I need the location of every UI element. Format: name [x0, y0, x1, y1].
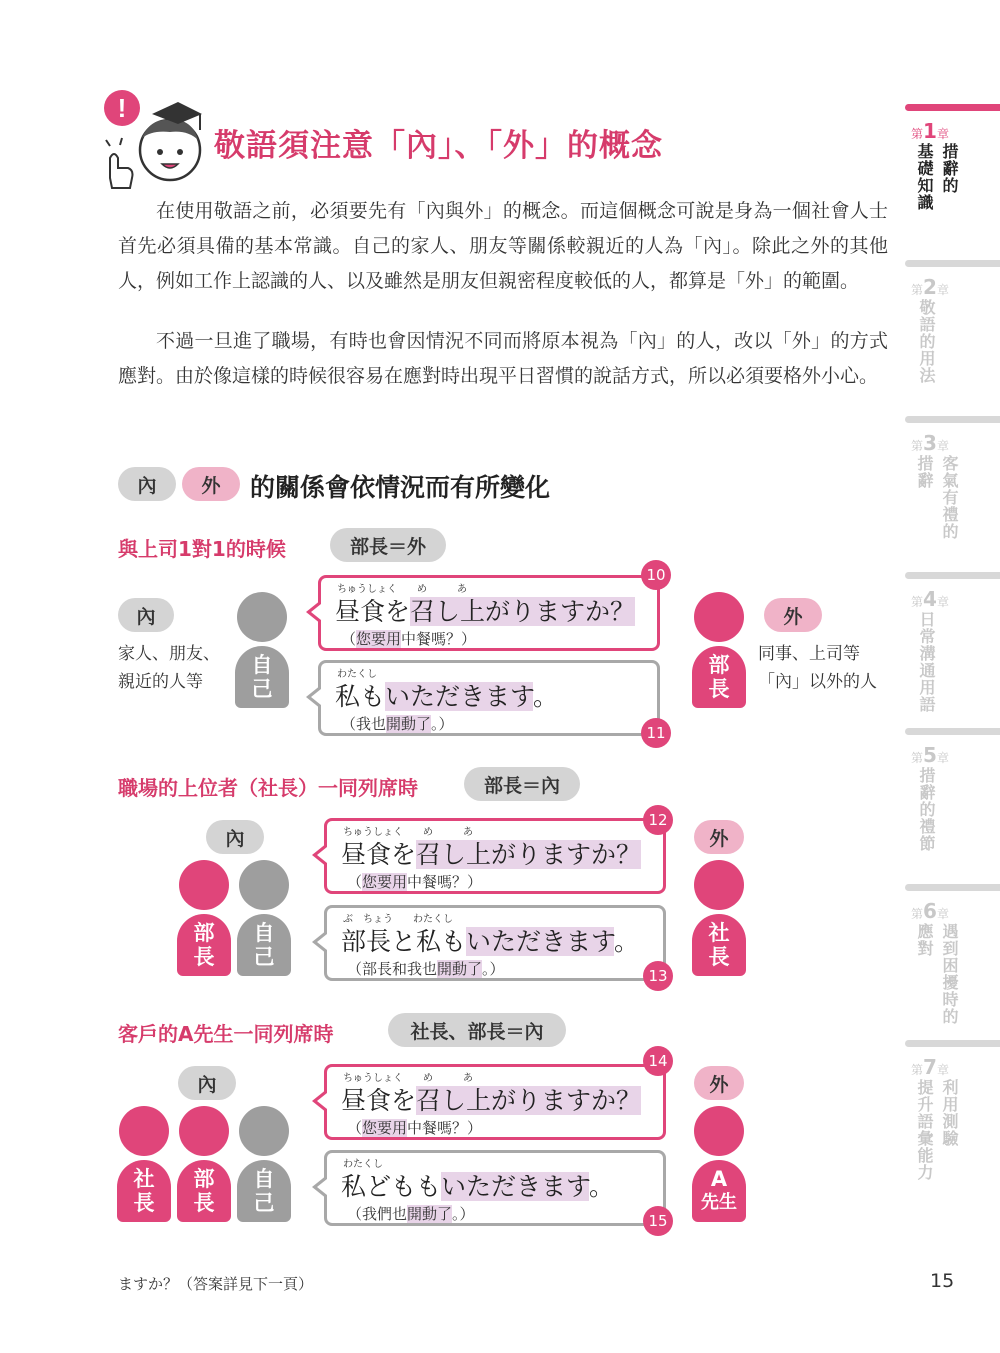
sidebar-chapter-5[interactable]: 第5章 措辭的禮節	[905, 728, 1000, 852]
number-badge-12: 12	[643, 805, 673, 835]
paragraph-2: 不過一旦進了職場，有時也會因情況不同而將原本視為「內」的人，改以「外」的方式應對。由於像這樣的時候很容易在應對時出現平日習慣的說話方式，所以必須要格外小心。	[118, 330, 888, 387]
number-badge-14: 14	[643, 1046, 673, 1076]
page-number: 15	[930, 1270, 955, 1292]
person-manager: 部 長	[177, 1106, 231, 1222]
sidebar-chapter-7[interactable]: 第7章 利用測驗 提升語彙能力	[905, 1040, 1000, 1181]
speech-bubble-reply-11: わたくし 私もいただきます。 （我也開動了。）	[318, 660, 660, 736]
scenario-3-out-chip: 外	[694, 1066, 744, 1100]
person-client-a: A 先生	[692, 1106, 746, 1222]
page-title: 敬語須注意「內」、「外」的概念	[214, 128, 663, 164]
sidebar-chapter-1[interactable]: 第1章 措辭的 基礎知識	[905, 104, 1000, 211]
scenario-1-title: 與上司1對1的時候	[118, 537, 286, 561]
chip-out: 外	[182, 467, 240, 501]
svg-text:!: !	[117, 93, 127, 123]
person-manager: 部 長	[692, 592, 746, 708]
speech-bubble-question-10: ちゅうしょく め あ 昼食を召し上がりますか？ （您要用中餐嗎？）	[318, 575, 660, 651]
number-badge-11: 11	[641, 718, 671, 748]
speech-bubble-reply-13: ぶ ちょう わたくし 部長と私もいただきます。 （部長和我也開動了。）	[324, 905, 666, 981]
scenario-2-out-chip: 外	[694, 820, 744, 854]
footer-note: ますか？（答案詳見下一頁）	[118, 1275, 314, 1293]
scenario-3-badge: 社長、部長＝內	[388, 1013, 566, 1047]
person-president: 社 長	[117, 1106, 171, 1222]
number-badge-10: 10	[641, 560, 671, 590]
chip-in: 內	[118, 467, 176, 501]
scenario-2-badge: 部長＝內	[464, 767, 580, 801]
scenario-2-title: 職場的上位者（社長）一同列席時	[118, 776, 418, 800]
speech-bubble-reply-15: わたくし 私どももいただきます。 （我們也開動了。）	[324, 1150, 666, 1226]
scenario-1-out-chip: 外	[764, 598, 822, 632]
out-description: 同事、上司等 「內」以外的人	[758, 644, 877, 692]
speech-bubble-question-14: ちゅうしょく め あ 昼食を召し上がりますか？ （您要用中餐嗎？）	[324, 1064, 666, 1140]
person-self: 自 己	[237, 860, 291, 976]
sidebar-chapter-3[interactable]: 第3章 客氣有禮的 措辭	[905, 416, 1000, 540]
person-self: 自 己	[235, 592, 289, 708]
person-self: 自 己	[237, 1106, 291, 1222]
teacher-mascot-icon	[100, 88, 210, 194]
speech-bubble-question-12: ちゅうしょく め あ 昼食を召し上がりますか？ （您要用中餐嗎？）	[324, 818, 666, 894]
scenario-2-in-chip: 內	[206, 820, 264, 854]
number-badge-15: 15	[643, 1206, 673, 1236]
in-description: 家人、朋友、 親近的人等	[118, 644, 220, 692]
scenario-3-in-chip: 內	[178, 1066, 236, 1100]
section-heading: 的關係會依情況而有所變化	[250, 473, 551, 502]
number-badge-13: 13	[643, 961, 673, 991]
scenario-1-in-chip: 內	[118, 598, 174, 632]
person-manager: 部 長	[177, 860, 231, 976]
person-president: 社 長	[692, 860, 746, 976]
sidebar-chapter-2[interactable]: 第2章 敬語的用法	[905, 260, 1000, 384]
sidebar-chapter-4[interactable]: 第4章 日常溝通用語	[905, 572, 1000, 713]
paragraph-1: 在使用敬語之前，必須要先有「內與外」的概念。而這個概念可說是身為一個社會人士首先必須具備的基本常識。自己的家人、朋友等關係較親近的人為「內」。除此之外的其他人，例如工作上認識的人、以及雖然是朋友但親密程度較低的人，都算是「外」的範圍。	[118, 200, 888, 292]
scenario-3-title: 客戶的A先生一同列席時	[118, 1022, 334, 1046]
scenario-1-badge: 部長＝外	[330, 528, 446, 562]
sidebar-chapter-6[interactable]: 第6章 遇到困擾時的 應對	[905, 884, 1000, 1025]
